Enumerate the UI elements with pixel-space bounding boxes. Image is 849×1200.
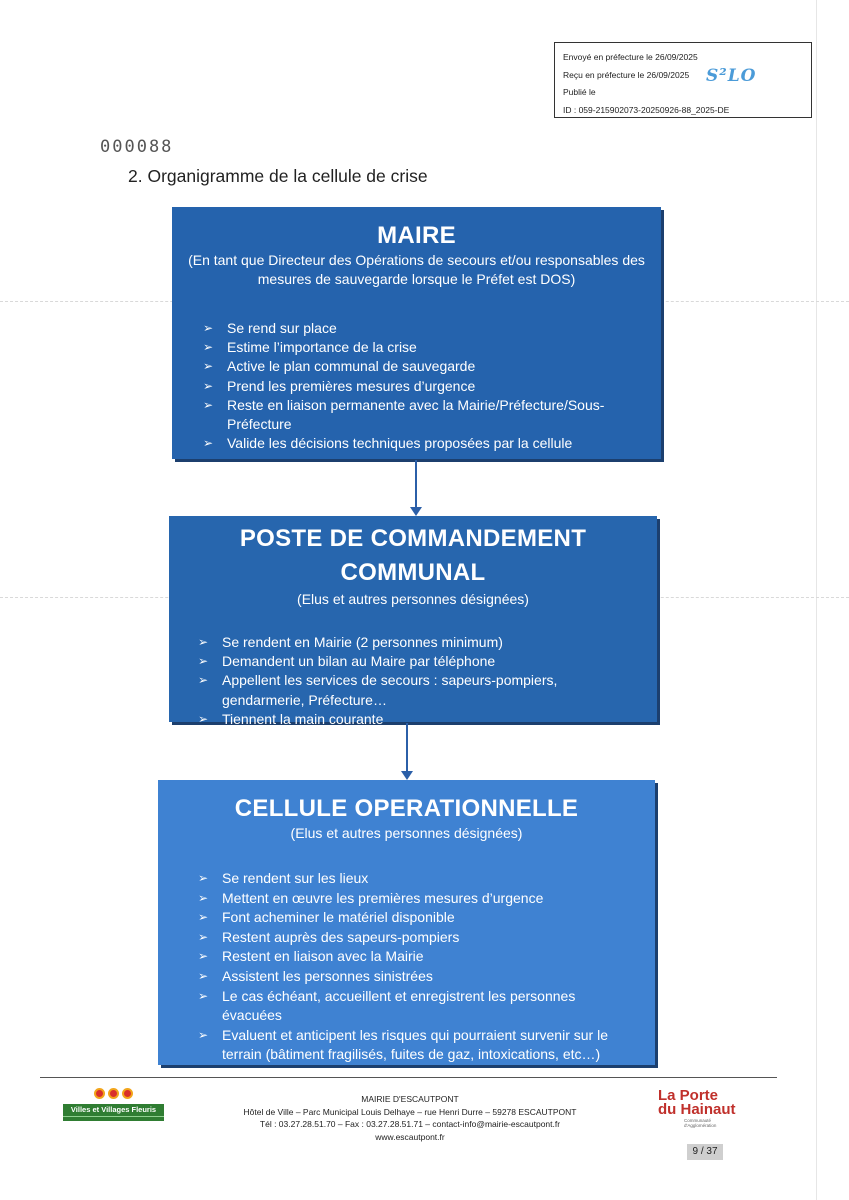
- mayor-box: [172, 207, 661, 459]
- operational-cell-task-list: [198, 869, 638, 1065]
- operational-cell-title: CELLULE OPERATIONNELLE: [234, 795, 579, 822]
- command-post-title-line1: POSTE DE COMMANDEMENT: [239, 525, 587, 552]
- stamp-sent: Envoyé en préfecture le 26/09/2025: [563, 52, 698, 62]
- porte-du-hainaut-logo: [658, 1089, 748, 1128]
- operational-cell-box: [158, 780, 655, 1065]
- command-post-task-list: [198, 633, 638, 729]
- stamp-id: ID : 059-215902073-20250926-88_2025-DE: [563, 104, 730, 115]
- label-logo-text: Villes et Villages Fleuris: [63, 1104, 164, 1116]
- list-item: ➢ Valide les décisions techniques proposées par la cellule: [203, 434, 633, 453]
- list-item: ➢ Restent auprès des sapeurs-pompiers: [198, 928, 638, 948]
- prefecture-stamp: [554, 42, 812, 118]
- down-arrow-icon: [410, 460, 422, 516]
- stamp-signature: S²LO: [706, 66, 757, 86]
- list-item: ➢ Evaluent et anticipent les risques qui pourraient survenir sur le terrain (bâtiment fragilisés, fuites de gaz, intoxications, etc…): [198, 1026, 638, 1065]
- flower-icon: [122, 1088, 133, 1099]
- list-item: ➢ Active le plan communal de sauvegarde: [203, 357, 633, 376]
- mayor-box-subtitle: (En tant que Directeur des Opérations de secours et/ou responsables des mesures de sauvegarde lorsque le Préfet est DOS): [188, 252, 645, 287]
- list-item: ➢ Appellent les services de secours : sapeurs-pompiers, gendarmerie, Préfecture…: [198, 671, 638, 709]
- list-item: ➢ Se rendent sur les lieux: [198, 869, 638, 889]
- list-item: ➢ Prend les premières mesures d’urgence: [203, 377, 633, 396]
- section-heading: 2. Organigramme de la cellule de crise: [128, 166, 428, 186]
- footer-org: MAIRIE D'ESCAUTPONT: [361, 1094, 459, 1104]
- list-item: ➢ Assistent les personnes sinistrées: [198, 967, 638, 987]
- mayor-box-title: MAIRE: [377, 222, 456, 249]
- operational-cell-subtitle: (Elus et autres personnes désignées): [290, 825, 523, 841]
- list-item: ➢ Le cas échéant, accueillent et enregistrent les personnes évacuées: [198, 987, 638, 1026]
- footer: [200, 1093, 620, 1143]
- list-item: ➢ Estime l’importance de la crise: [203, 338, 633, 357]
- list-item: ➢ Se rendent en Mairie (2 personnes minimum): [198, 633, 638, 652]
- stamp-received: Reçu en préfecture le 26/09/2025: [563, 69, 690, 80]
- command-post-title-line2: COMMUNAL: [340, 559, 486, 586]
- porte-logo-line1: La Porte: [658, 1087, 719, 1104]
- command-post-box: [169, 516, 657, 727]
- flower-icon: [108, 1088, 119, 1099]
- footer-address: Hôtel de Ville – Parc Municipal Louis Delhaye – rue Henri Durre – 59278 ESCAUTPONT: [243, 1106, 577, 1117]
- page-number: 9 / 37: [687, 1144, 723, 1160]
- list-item: ➢ Mettent en œuvre les premières mesures d’urgence: [198, 889, 638, 909]
- stamp-published: Publié le: [563, 87, 596, 97]
- porte-logo-line2: du Hainaut: [658, 1101, 736, 1118]
- list-item: ➢ Font acheminer le matériel disponible: [198, 908, 638, 928]
- list-item: ➢ Demandent un bilan au Maire par téléphone: [198, 652, 638, 671]
- label-logo-band: [63, 1116, 164, 1121]
- document-number: 000088: [100, 137, 174, 157]
- list-item: ➢ Restent en liaison avec la Mairie: [198, 947, 638, 967]
- footer-contact: Tél : 03.27.28.51.70 – Fax : 03.27.28.51.71 – contact-info@mairie-escautpont.fr: [259, 1119, 561, 1129]
- down-arrow-icon: [401, 723, 413, 780]
- villes-villages-fleuris-logo: [63, 1086, 164, 1130]
- list-item: ➢ Se rend sur place: [203, 319, 633, 338]
- mayor-task-list: [203, 319, 633, 453]
- flower-icons: [63, 1086, 164, 1102]
- porte-logo-line3: Communauté d'Agglomération: [684, 1118, 717, 1128]
- footer-divider: [40, 1077, 777, 1078]
- command-post-subtitle: (Elus et autres personnes désignées): [297, 591, 529, 607]
- flower-icon: [94, 1088, 105, 1099]
- list-item: ➢ Reste en liaison permanente avec la Mairie/Préfecture/Sous-Préfecture: [203, 396, 633, 434]
- scan-edge: [816, 0, 817, 1200]
- list-item: ➢ Tiennent la main courante: [198, 710, 638, 729]
- footer-website: www.escautpont.fr: [375, 1131, 445, 1142]
